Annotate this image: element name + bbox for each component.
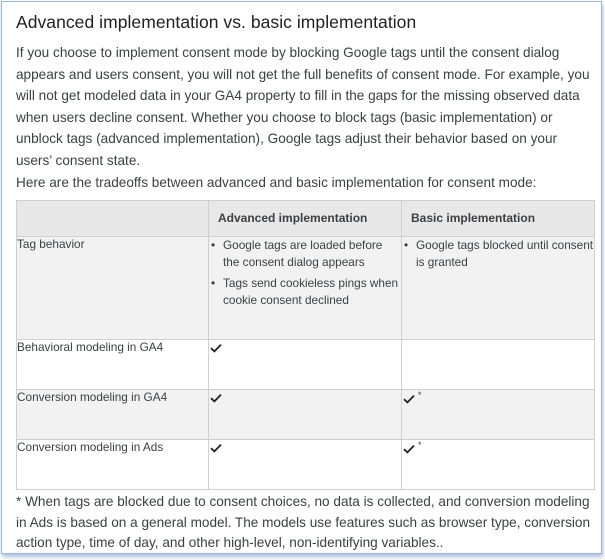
checkmark-icon (209, 341, 223, 355)
checkmark-icon (209, 441, 223, 455)
paragraph-line: appears and users consent, you will not get the full benefits of consent mode. For example, you (16, 66, 590, 82)
tradeoffs-table (16, 200, 595, 490)
footnote-line: in Ads is based on a general model. The models use features such as browser type, conversion (16, 514, 591, 530)
row-label: Conversion modeling in GA4 (17, 390, 209, 440)
table-row (17, 340, 595, 390)
checkmark-icon (402, 442, 416, 456)
table-row (17, 440, 595, 490)
advanced-cell (209, 340, 402, 390)
basic-cell (402, 237, 595, 340)
basic-cell (402, 440, 595, 490)
checkmark-icon (402, 392, 416, 406)
list-item (402, 237, 594, 271)
document-frame (1, 1, 602, 554)
table-row (17, 390, 595, 440)
header-feature (17, 201, 209, 237)
table-row (17, 237, 595, 340)
row-label: Behavioral modeling in GA4 (17, 340, 209, 390)
header-basic: Basic implementation (402, 201, 595, 237)
header-advanced: Advanced implementation (209, 201, 402, 237)
row-label: Tag behavior (17, 237, 209, 340)
advanced-cell (209, 237, 402, 340)
paragraph-line: will not get modeled data in your GA4 property to fill in the gaps for the missing observed data (16, 88, 580, 103)
list-item (209, 237, 401, 271)
advanced-cell (209, 440, 402, 490)
basic-cell (402, 390, 595, 440)
list-item (209, 275, 401, 309)
table-intro: Here are the tradeoffs between advanced and basic implementation for consent mode: (16, 175, 537, 190)
paragraph-line: users’ consent state. (16, 152, 141, 168)
basic-cell (402, 340, 595, 390)
advanced-bullet-list (209, 237, 401, 309)
footnote-line: action type, time of day, and other high-level, non-identifying variables.. (16, 535, 444, 550)
bullet-icon: • (211, 276, 216, 290)
checkmark-icon (209, 391, 223, 405)
list-item-text: Google tags blocked until consent is granted (416, 238, 594, 269)
footnote-marker: * (418, 440, 422, 450)
list-item-text: Tags send cookieless pings when cookie consent declined (223, 276, 399, 307)
intro-paragraph (16, 42, 596, 171)
bullet-icon: • (404, 238, 409, 252)
footnote-line: * When tags are blocked due to consent choices, no data is collected, and conversion modeling (16, 494, 590, 509)
advanced-cell (209, 390, 402, 440)
section-title: Advanced implementation vs. basic implementation (16, 12, 417, 32)
footnote (16, 492, 601, 554)
table-header-row (17, 201, 595, 237)
paragraph-line: unblock tags (advanced implementation), Google tags adjust their behavior based on your (16, 131, 558, 146)
footnote-marker: * (418, 390, 422, 400)
paragraph-line: If you choose to implement consent mode by blocking Google tags until the consent dialog (16, 45, 560, 60)
row-label: Conversion modeling in Ads (17, 440, 209, 490)
list-item-text: Google tags are loaded before the consent dialog appears (223, 238, 383, 269)
bullet-icon: • (211, 238, 216, 252)
basic-bullet-list (402, 237, 594, 271)
paragraph-line: when users decline consent. Whether you choose to block tags (basic implementation) or (16, 109, 553, 125)
